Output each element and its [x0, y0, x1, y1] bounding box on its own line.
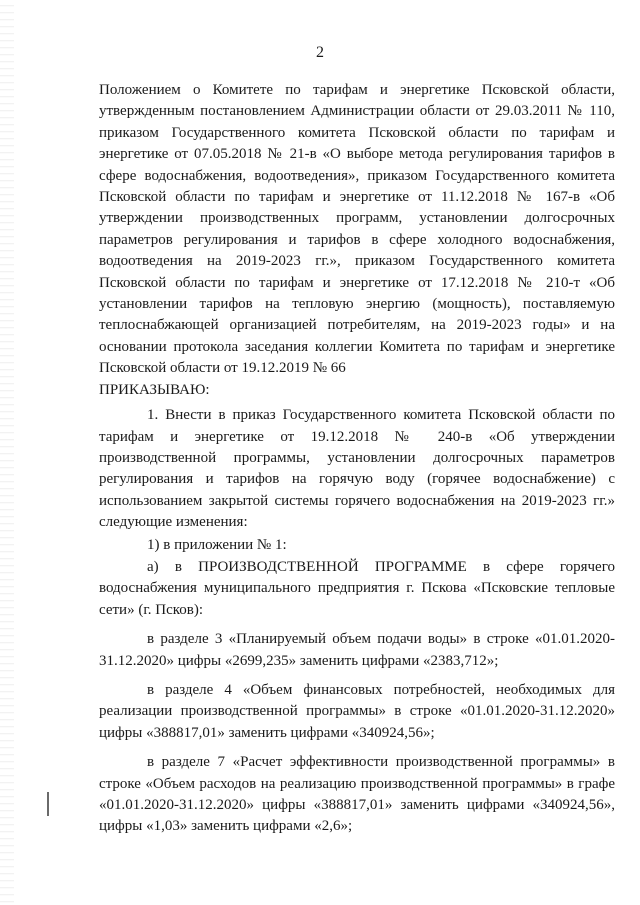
- section-7-paragraph: в разделе 7 «Расчет эффективности производственной программы» в строке «Объем расходов на реализацию производственной программы» в графе «01.01.2020-31.12.2020» цифры «388817,01» заменить цифрами «340924,56», цифры «1,03» заменить цифрами «2,6»;: [99, 754, 615, 835]
- subitem-1-paragraph: 1) в приложении № 1:: [147, 536, 287, 553]
- section-4-paragraph: в разделе 4 «Объем финансовых потребностей, необходимых для реализации производственной программы» в строке «01.01.2020-31.12.2020» цифры «388817,01» заменить цифрами «340924,56»;: [99, 681, 615, 741]
- page-number: 2: [316, 44, 324, 61]
- section-3-paragraph: в разделе 3 «Планируемый объем подачи воды» в строке «01.01.2020-31.12.2020» цифры «2699,235» заменить цифрами «2383,712»;: [99, 631, 615, 669]
- margin-mark: [47, 792, 49, 816]
- scan-edge-artifact: [0, 0, 14, 905]
- decree-heading: ПРИКАЗЫВАЮ:: [99, 381, 210, 398]
- item-1-paragraph: 1. Внести в приказ Государственного комитета Псковской области по тарифам и энергетике от 19.12.2018 № 240-в «Об утверждении производственной программы, установлении долгосрочных параметров регулирования и тарифов на горячую воду (горячее водоснабжение) с использованием закрытой системы горячего водоснабжения на 2019-2023 гг.» следующие изменения:: [99, 407, 615, 531]
- document-body: [99, 80, 615, 838]
- subitem-a-paragraph: а) в ПРОИЗВОДСТВЕННОЙ ПРОГРАММЕ в сфере горячего водоснабжения муниципального предприятия г. Пскова «Псковские тепловые сети» (г. Псков):: [99, 558, 615, 618]
- preamble-paragraph: Положением о Комитете по тарифам и энергетике Псковской области, утвержденным постановлением Администрации области от 29.03.2011 № 110, приказом Государственного комитета Псковской области по тарифам и энергетике от 07.05.2018 № 21-в «О выборе метода регулирования тарифов в сфере водоснабжения, водоотведения», приказом Государственного комитета Псковской области по тарифам и энергетике от 11.12.2018 № 167-в «Об утверждении производственных программ, установлении долгосрочных параметров регулирования и тарифов в сфере холодного водоснабжения, водоотведения на 2019-2023 гг.», приказом Государственного комитета Псковской области по тарифам и энергетике от 17.12.2018 № 210-т «Об установлении тарифов на тепловую энергию (мощность), поставляемую теплоснабжающей организацией потребителям, на 2019-2023 годы» и на основании протокола заседания коллегии Комитета по тарифам и энергетике Псковской области от 19.12.2019 № 66: [99, 82, 615, 377]
